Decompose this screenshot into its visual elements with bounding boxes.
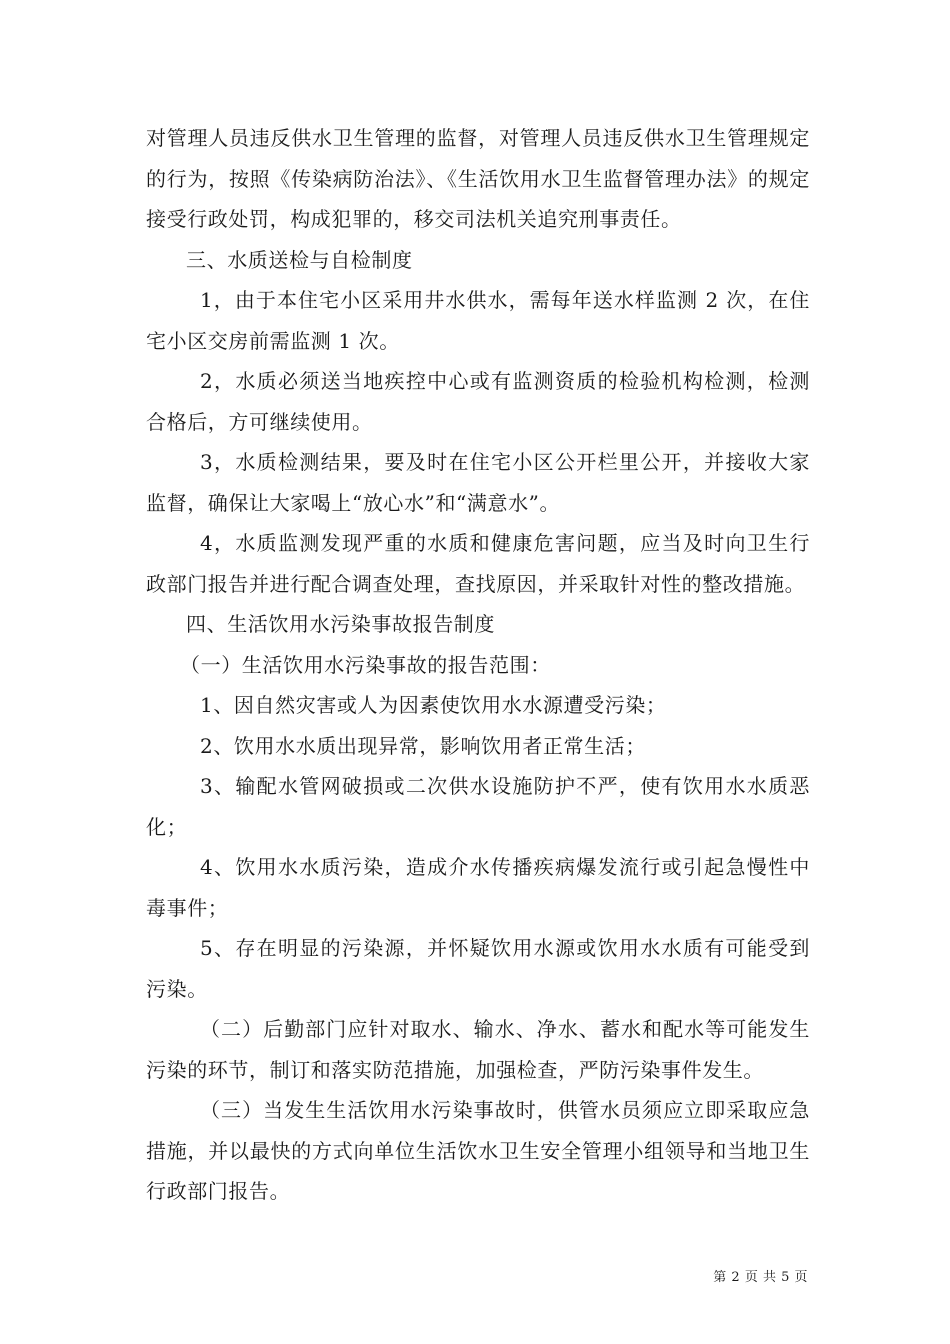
paragraph-item-2: 2，水质必须送当地疾控中心或有监测资质的检验机构检测，检测合格后，方可继续使用。 (146, 369, 810, 434)
scope-item-3: 3、输配水管网破损或二次供水设施防护不严，使有饮用水水质恶化； (146, 774, 810, 839)
section-heading-water-testing: 三、水质送检与自检制度 (186, 247, 413, 272)
scope-item-5: 5、存在明显的污染源，并怀疑饮用水源或饮用水水质有可能受到污染。 (146, 936, 810, 1001)
document-body (146, 118, 810, 1212)
scope-item-2: 2、饮用水水质出现异常，影响饮用者正常生活； (200, 733, 646, 758)
paragraph-continuation: 对管理人员违反供水卫生管理的监督，对管理人员违反供水卫生管理规定的行为，按照《传染病防治法》、《生活饮用水卫生监督管理办法》的规定接受行政处罚，构成犯罪的，移交司法机关追究刑事责任。 (146, 126, 810, 231)
scope-item-1: 1、因自然灾害或人为因素使饮用水水源遭受污染； (200, 693, 667, 717)
paragraph-item-4: 4，水质监测发现严重的水质和健康危害问题，应当及时向卫生行政部门报告并进行配合调查处理，查找原因，并采取针对性的整改措施。 (146, 531, 810, 596)
subsection-prevention: （二）后勤部门应针对取水、输水、净水、蓄水和配水等可能发生污染的环节，制订和落实防范措施，加强检查，严防污染事件发生。 (146, 1017, 810, 1082)
scope-item-4: 4、饮用水水质污染，造成介水传播疾病爆发流行或引起急慢性中毒事件； (146, 855, 810, 920)
page-number-footer: 第 2 页 共 5 页 (713, 1270, 808, 1285)
subsection-heading-report-scope: （一）生活饮用水污染事故的报告范围： (180, 652, 551, 677)
section-heading-pollution-report: 四、生活饮用水污染事故报告制度 (186, 612, 495, 636)
paragraph-item-1: 1，由于本住宅小区采用井水供水，需每年送水样监测 2 次，在住宅小区交房前需监测 1 次。 (146, 288, 810, 353)
paragraph-item-3: 3，水质检测结果，要及时在住宅小区公开栏里公开，并接收大家监督，确保让大家喝上“放心水”和“满意水”。 (146, 450, 810, 515)
subsection-emergency: （三）当发生生活饮用水污染事故时，供管水员须应立即采取应急措施，并以最快的方式向单位生活饮水卫生安全管理小组领导和当地卫生行政部门报告。 (146, 1098, 810, 1203)
